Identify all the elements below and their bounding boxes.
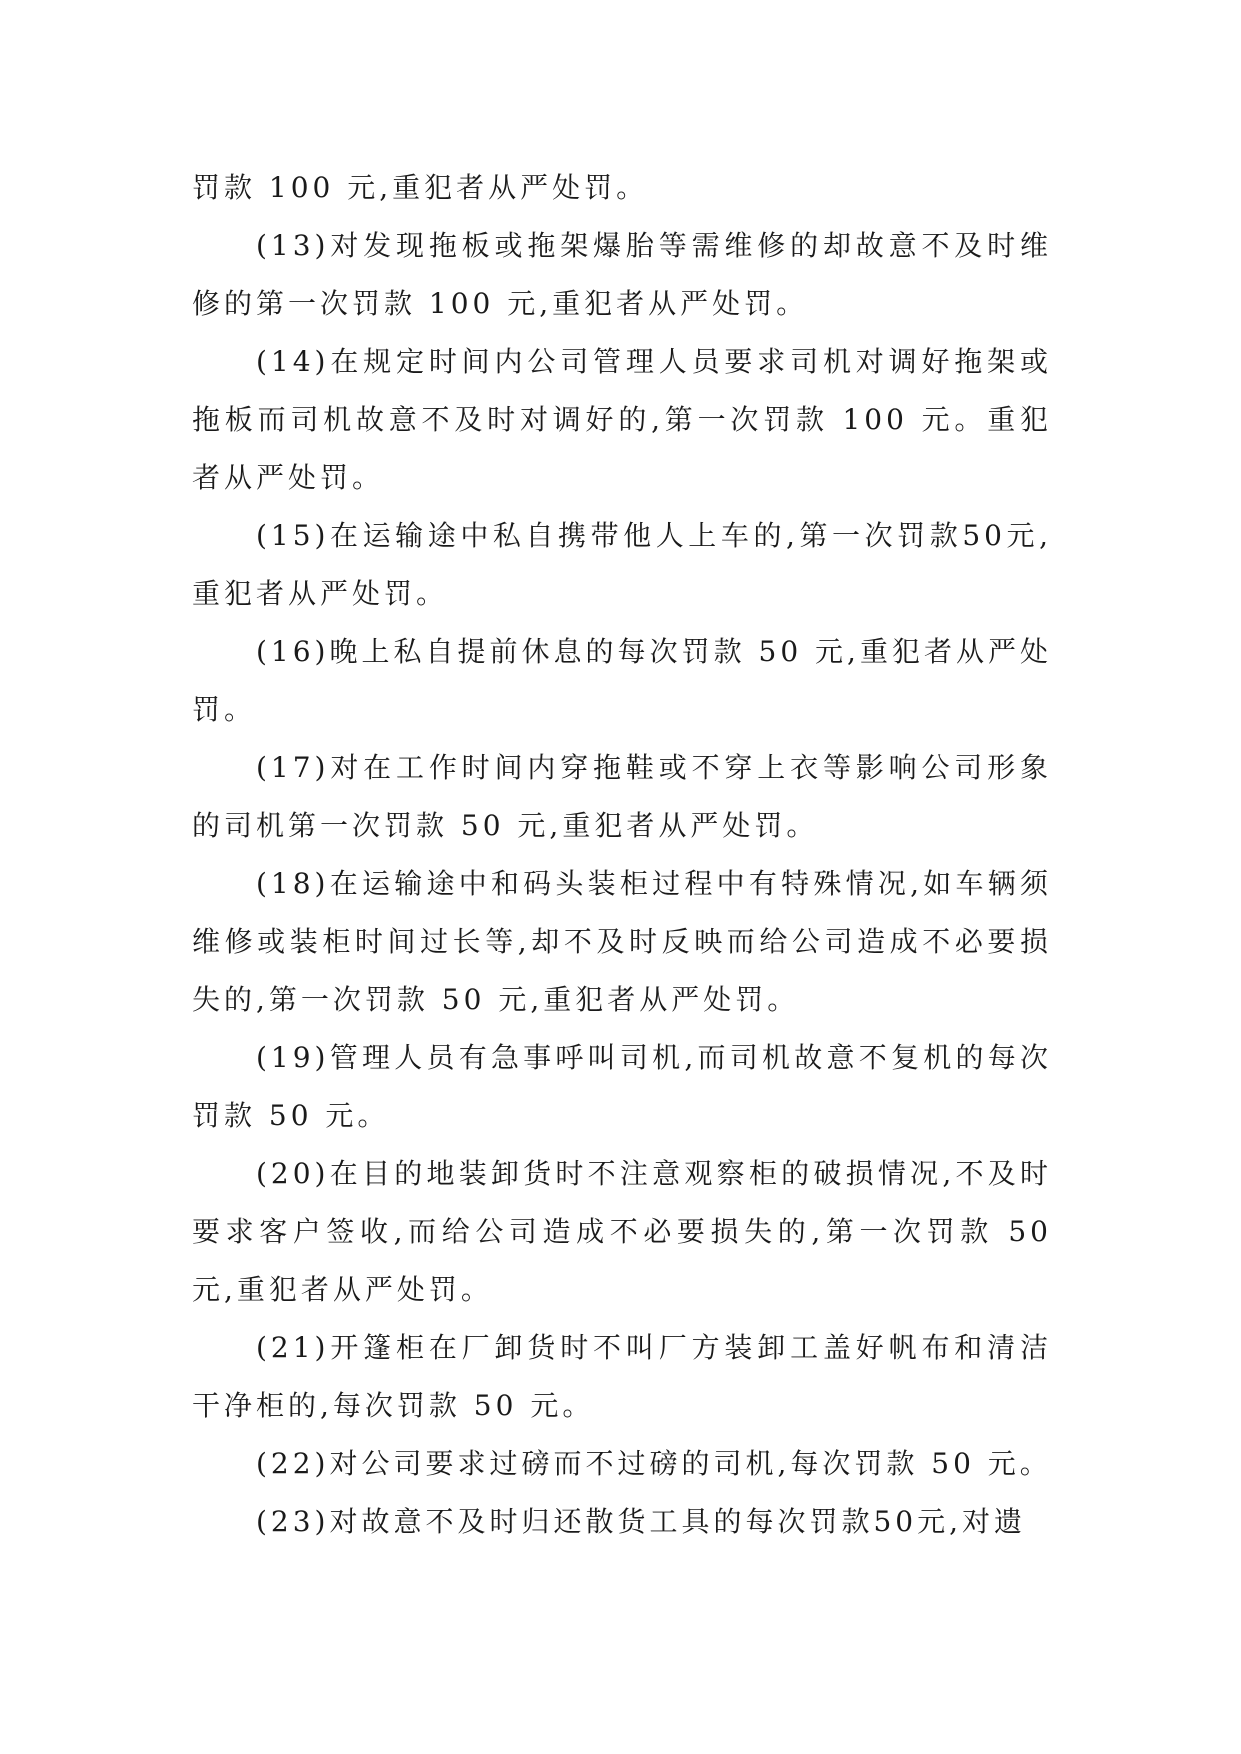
paragraph-item-14: (14)在规定时间内公司管理人员要求司机对调好拖架或拖板而司机故意不及时对调好的,第一次罚款 100 元。重犯者从严处罚。 — [192, 345, 1052, 494]
paragraph-item-20: (20)在目的地装卸货时不注意观察柜的破损情况,不及时要求客户签收,而给公司造成不必要损失的,第一次罚款 50 元,重犯者从严处罚。 — [192, 1157, 1052, 1306]
document-page — [192, 159, 1052, 1551]
paragraph-item-23: (23)对故意不及时归还散货工具的每次罚款50元,对遗 — [256, 1505, 1027, 1538]
paragraph-item-19: (19)管理人员有急事呼叫司机,而司机故意不复机的每次罚款 50 元。 — [192, 1041, 1052, 1132]
paragraph-continuation: 罚款 100 元,重犯者从严处罚。 — [192, 171, 649, 204]
paragraph-item-16: (16)晚上私自提前休息的每次罚款 50 元,重犯者从严处罚。 — [192, 635, 1052, 726]
paragraph-item-21: (21)开篷柜在厂卸货时不叫厂方装卸工盖好帆布和清洁干净柜的,每次罚款 50 元。 — [192, 1331, 1052, 1422]
paragraph-item-18: (18)在运输途中和码头装柜过程中有特殊情况,如车辆须维修或装柜时间过长等,却不及时反映而给公司造成不必要损失的,第一次罚款 50 元,重犯者从严处罚。 — [192, 867, 1052, 1016]
paragraph-item-13: (13)对发现拖板或拖架爆胎等需维修的却故意不及时维修的第一次罚款 100 元,重犯者从严处罚。 — [192, 229, 1052, 320]
paragraph-item-15: (15)在运输途中私自携带他人上车的,第一次罚款50元,重犯者从严处罚。 — [192, 519, 1052, 610]
paragraph-item-17: (17)对在工作时间内穿拖鞋或不穿上衣等影响公司形象的司机第一次罚款 50 元,重犯者从严处罚。 — [192, 751, 1052, 842]
paragraph-item-22: (22)对公司要求过磅而不过磅的司机,每次罚款 50 元。 — [256, 1447, 1052, 1480]
